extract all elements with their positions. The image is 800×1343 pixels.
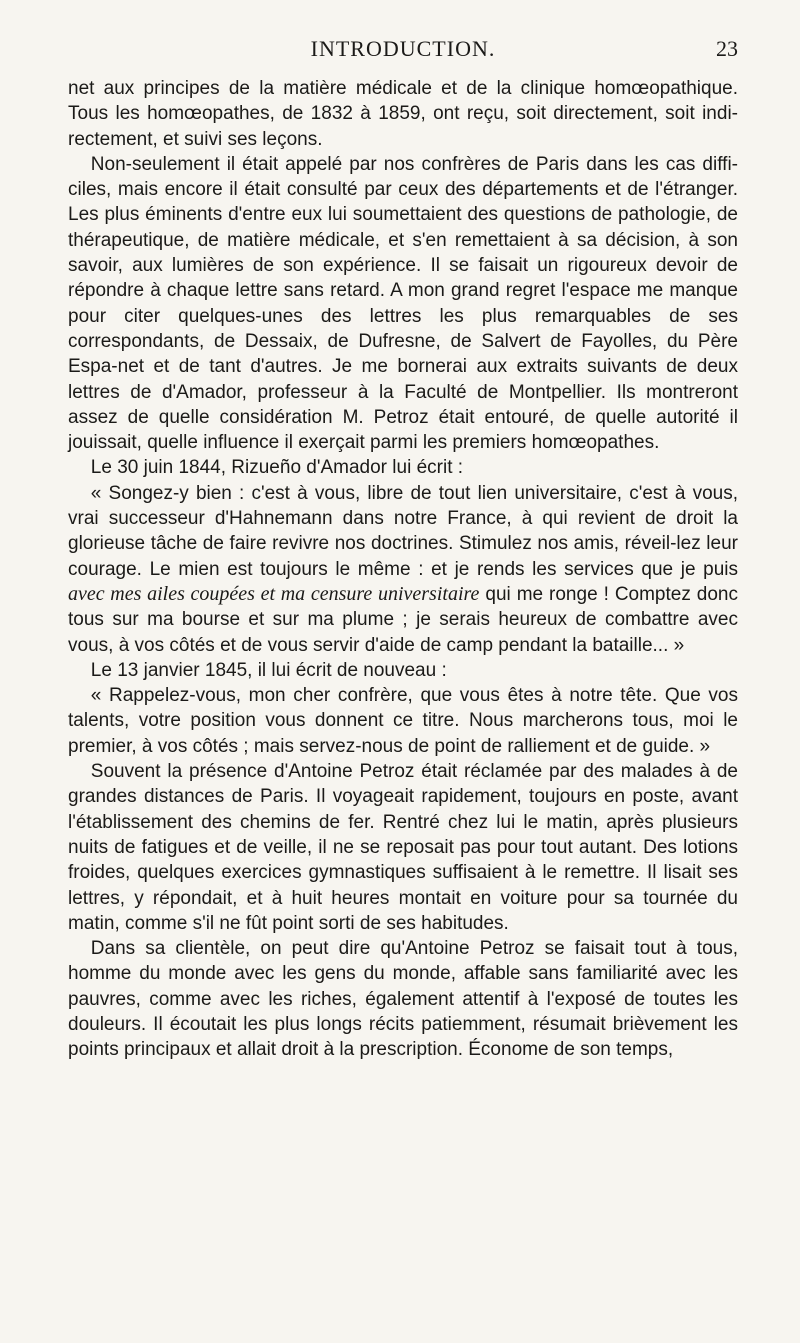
running-header: [68, 30, 738, 70]
paragraph-correspondence: Non-seulement il était appelé par nos confrères de Paris dans les cas diffi-ciles, mais encore il était consulté par ceux des départements et de l'étranger. Les plus éminents d'entre eux lui soumettaient des questions de pathologie, de thérapeutique, de matière médicale, et s'en remettaient à sa décision, à son savoir, aux lumières de son expérience. Il se faisait un rigoureux devoir de répondre à chaque lettre sans retard. A mon grand regret l'espace me manque pour citer quelques-unes des lettres les plus remarquables de ses correspondants, de Dessaix, de Dufresne, de Salvert de Fayolles, du Père Espa-net et de tant d'autres. Je me bornerai aux extraits suivants de deux lettres de d'Amador, professeur à la Faculté de Montpellier. Ils montreront assez de quelle considération M. Petroz était entouré, de quelle autorité il jouissait, quelle influence il exerçait parmi les premiers homœopathes.: [68, 153, 738, 454]
paragraph-continuation: net aux principes de la matière médicale et de la clinique homœopathique. Tous les homœopathes, de 1832 à 1859, ont reçu, soit directement, soit indi-rectement, et suivi ses leçons.: [68, 78, 738, 150]
paragraph-letter-intro-1844: Le 30 juin 1844, Rizueño d'Amador lui écrit :: [90, 457, 464, 479]
quote-text-after: qui me ronge ! Comptez donc tous sur ma bourse et sur ma plume ; je serais heureux de combattre avec vous, à vos côtés et de vous servir d'aide de camp pendant la bataille... »: [68, 583, 738, 656]
paragraph-letter-intro-1845: Le 13 janvier 1845, il lui écrit de nouveau :: [90, 659, 447, 681]
body-text: [68, 76, 738, 1063]
paragraph-clientele: Dans sa clientèle, on peut dire qu'Antoine Petroz se faisait tout à tous, homme du monde avec les gens du monde, affable sans familiarité avec les pauvres, comme avec les riches, également attentif à l'exposé de toutes les douleurs. Il écoutait les plus longs récits patiemment, résumait brièvement les points principaux et allait droit à la prescription. Économe de son temps,: [68, 938, 738, 1061]
paragraph-letter-quote-1845: « Rappelez-vous, mon cher confrère, que vous êtes à notre tête. Que vos talents, votre position vous donnent ce titre. Nous marcherons tous, moi le premier, à vos côtés ; mais servez-nous de point de ralliement et de guide. »: [68, 685, 738, 757]
quote-emphasis: avec mes ailes coupées et ma censure universitaire: [68, 582, 480, 605]
running-title: INTRODUCTION.: [310, 36, 496, 61]
paragraph-letter-quote-1844: [68, 481, 738, 658]
paragraph-travels: Souvent la présence d'Antoine Petroz était réclamée par des malades à de grandes distances de Paris. Il voyageait rapidement, toujours en poste, avant l'établissement des chemins de fer. Rentré chez lui le matin, après plusieurs nuits de fatigues et de veille, il ne se reposait pas pour tout autant. Des lotions froides, quelques exercices gymnastiques suffisaient à le remettre. Il lisait ses lettres, y répondait, et à huit heures montait en voiture pour sa tournée du matin, comme s'il ne fût point sorti de ses habitudes.: [68, 761, 738, 934]
page-number: 23: [716, 36, 738, 61]
quote-text-before: « Songez-y bien : c'est à vous, libre de tout lien universitaire, c'est à vous, vrai successeur d'Hahnemann dans notre France, à qui revient de droit la glorieuse tâche de faire revivre nos doctrines. Stimulez nos amis, réveil-lez leur courage. Le mien est toujours le même : et je rends les services que je puis: [68, 482, 738, 580]
